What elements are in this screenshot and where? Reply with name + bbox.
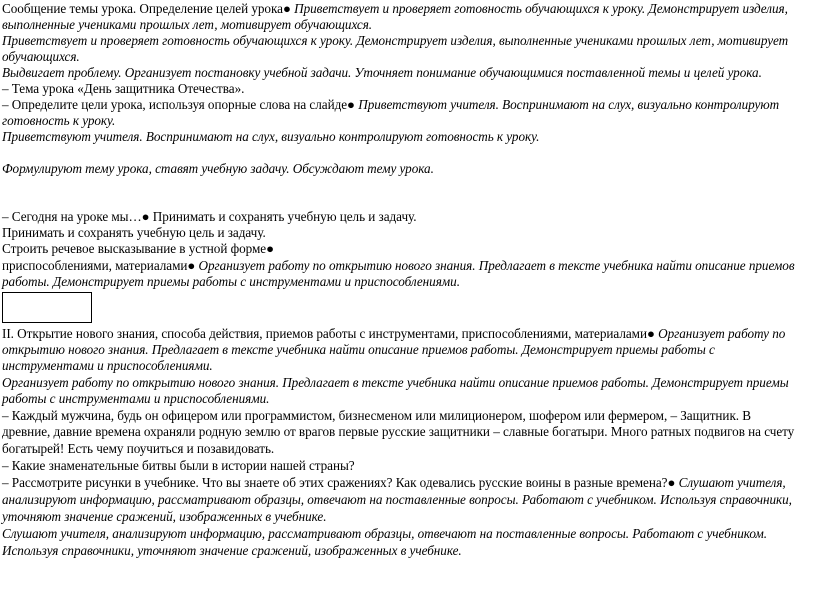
text-line: – Рассмотрите рисунки в учебнике. Что вы знаете об этих сражениях? Как одевались русские воины в разные времена?● Слушают учителя,	[2, 475, 786, 490]
text-line: приспособлениями, материалами● Организует работу по открытию нового знания. Предлагает в тексте учебника найти описание приемов	[2, 258, 795, 273]
bullet-icon: ●	[266, 241, 274, 256]
bullet-icon: ●	[347, 97, 355, 112]
text-line: Принимать и сохранять учебную цель и задачу.	[2, 225, 266, 240]
empty-frame	[2, 292, 92, 323]
text-line: Организует работу по открытию нового знания. Предлагает в тексте учебника найти описание приемов работы. Демонстрирует приемы	[2, 375, 789, 390]
text-line: работы. Демонстрирует приемы работы с инструментами и приспособлениями.	[2, 274, 460, 289]
text-line: Используя справочники, уточняют значение сражений, изображенных в учебнике.	[2, 543, 462, 558]
bullet-icon: ●	[187, 258, 196, 273]
text-line: Сообщение темы урока. Определение целей урока● Приветствует и проверяет готовность обучающихся к уроку. Демонстрирует изделия,	[2, 1, 788, 16]
bullet-icon: ●	[282, 1, 291, 16]
bullet-icon: ●	[667, 475, 676, 490]
text-line: II. Открытие нового знания, способа действия, приемов работы с инструментами, приспособлениями, материалами● Организует работу по	[2, 326, 786, 341]
text-line: Слушают учителя, анализируют информацию, рассматривают образцы, отвечают на поставленные вопросы. Работают с учебником.	[2, 526, 768, 541]
text-line: открытию нового знания. Предлагает в тексте учебника найти описание приемов работы. Демонстрирует приемы работы с	[2, 342, 715, 357]
bullet-icon: ●	[646, 326, 655, 341]
text-line: – Определите цели урока, используя опорные слова на слайде● Приветствуют учителя. Воспринимают на слух, визуально контролируют	[2, 97, 780, 112]
text-line: Выдвигает проблему. Организует постановку учебной задачи. Уточняет понимание обучающимися поставленной темы и целей урока.	[2, 65, 762, 80]
text-line: выполненные учениками прошлых лет, мотивирует обучающихся.	[2, 17, 373, 32]
text-line: – Сегодня на уроке мы…● Принимать и сохранять учебную цель и задачу.	[2, 209, 417, 224]
text-line: – Каждый мужчина, будь он офицером или программистом, бизнесменом или милиционером, шофером или фермером, – Защитник. В	[2, 408, 752, 423]
text-line: Приветствуют учителя. Воспринимают на слух, визуально контролируют готовность к уроку.	[2, 129, 540, 144]
text-line: – Какие знаменательные битвы были в истории нашей страны?	[2, 458, 355, 473]
text-line: работы с инструментами и приспособлениями.	[2, 391, 270, 406]
text-line: богатырей! Есть чему поучиться и позавидовать.	[2, 441, 275, 456]
text-line: уточняют значение сражений, изображенных в учебнике.	[2, 509, 327, 524]
text-line: инструментами и приспособлениями.	[2, 358, 213, 373]
text-line: Формулируют тему урока, ставят учебную задачу. Обсуждают тему урока.	[2, 161, 434, 176]
bullet-icon: ●	[141, 209, 150, 224]
text-line: готовность к уроку.	[2, 113, 116, 128]
text-line: обучающихся.	[2, 49, 80, 64]
text-line: древние, давние времена охраняли родную землю от врагов первые русские защитники – славные богатыри. Много ратных подвигов на счету	[2, 424, 795, 439]
text-line: – Тема урока «День защитника Отечества».	[2, 81, 245, 96]
text-line: анализируют информацию, рассматривают образцы, отвечают на поставленные вопросы. Работают с учебником. Используя справочники,	[2, 492, 792, 507]
text-line: Строить речевое высказывание в устной форме●	[2, 241, 274, 256]
text-line: Приветствует и проверяет готовность обучающихся к уроку. Демонстрирует изделия, выполненные учениками прошлых лет, мотивирует	[2, 33, 789, 48]
